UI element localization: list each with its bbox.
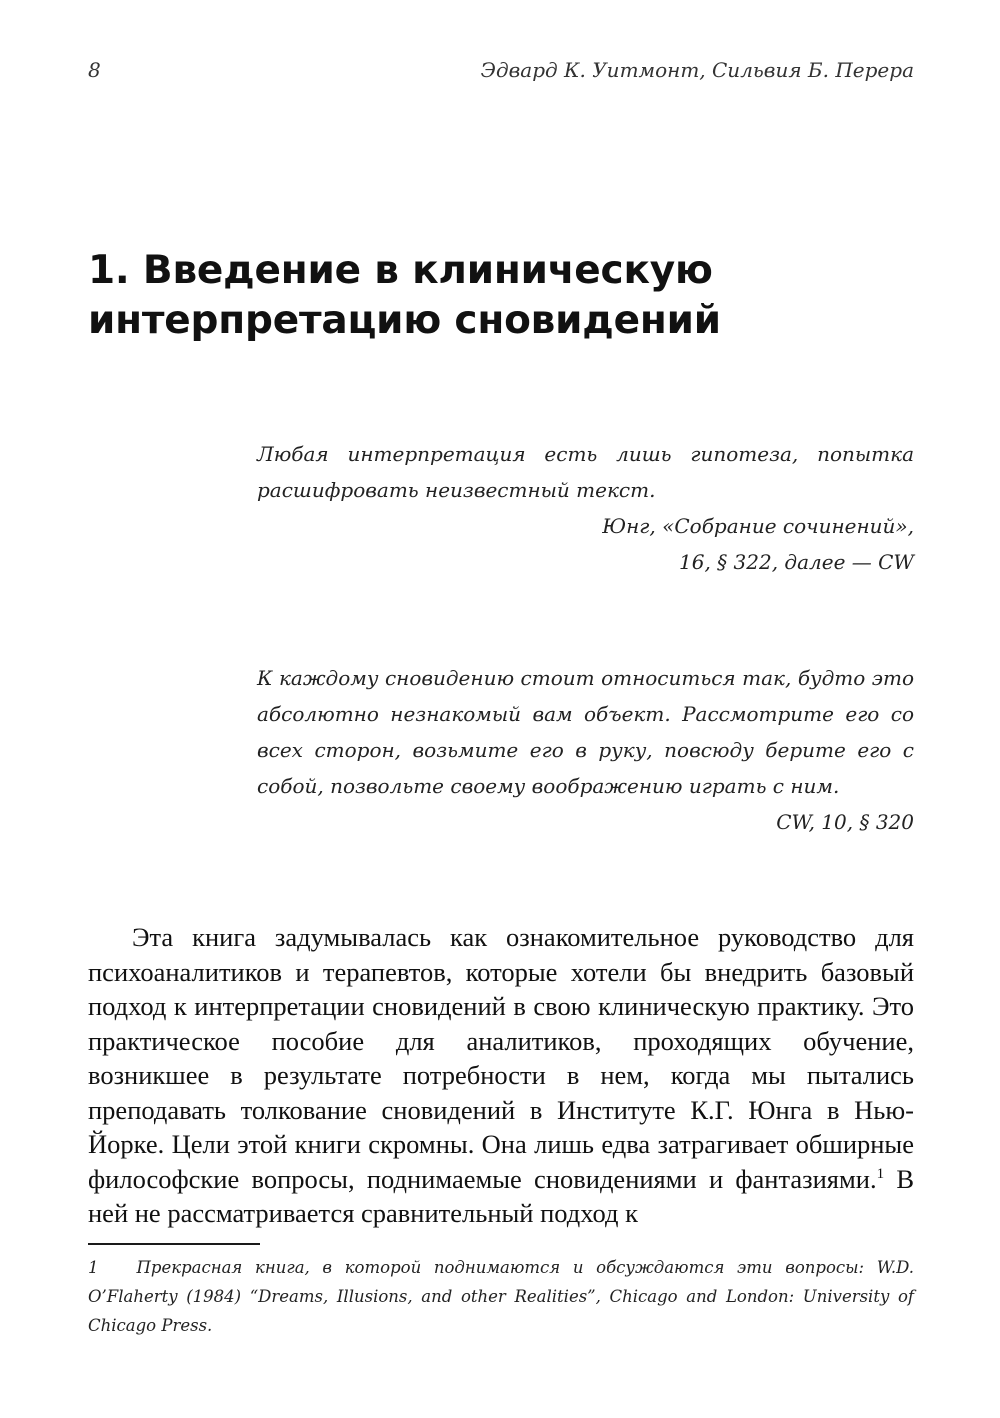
epigraph-2-source — [257, 804, 914, 840]
running-head — [88, 58, 914, 90]
epigraph-1-source-line-2: 16, § 322, далее — CW — [679, 550, 914, 574]
footnote — [88, 1253, 914, 1340]
running-title: Эдвард К. Уитмонт, Сильвия Б. Перера — [480, 58, 914, 82]
epigraph-2-source-line-1: CW, 10, § 320 — [776, 810, 914, 834]
body-paragraph-continuation: В ней не рассматривается сравнительный подход к — [88, 1163, 914, 1228]
chapter-title — [88, 246, 918, 346]
epigraph-2 — [257, 660, 914, 840]
footnote-text: Прекрасная книга, в которой поднимаются и обсуждаются эти вопросы: W.D. O’Flaherty (1984) “Dreams, Illusions, and other Realities”, Chicago and London: University of Chicago Press. — [88, 1258, 914, 1335]
body-paragraph-text: Эта книга задумывалась как ознакомительное руководство для психоаналитиков и терапевтов, которые хотели бы внедрить базовый подход к интерпретации сновидений в свою клиническую практику. Это практическое пособие для аналитиков, проходящих обучение, возникшее в результате потребности в нем, когда мы пытались преподавать толкование сновидений в Институте К.Г. Юнга в Нью-Йорке. Цели этой книги скромны. Она лишь едва затрагивает обширные философские вопросы, поднимаемые сновидениями и фантазиями. — [88, 922, 914, 1194]
epigraph-1 — [257, 436, 914, 580]
epigraph-1-text: Любая интерпретация есть лишь гипотеза, попытка расшифровать неизвестный текст. — [257, 442, 914, 502]
footnote-divider — [88, 1243, 260, 1245]
chapter-title-line-1: 1. Введение в клиническую — [88, 248, 713, 293]
footnote-reference[interactable]: 1 — [876, 1165, 885, 1182]
epigraph-1-source-line-1: Юнг, «Собрание сочинений», — [602, 514, 914, 538]
epigraph-2-text: К каждому сновидению стоит относиться так, будто это абсолютно незнакомый вам объект. Рассмотрите его со всех сторон, возьмите его в руку, повсюду берите его с собой, позвольте своему воображению играть с ним. — [257, 666, 914, 798]
epigraph-1-source — [257, 508, 914, 580]
page-number: 8 — [88, 58, 101, 82]
footnote-number: 1 — [88, 1258, 99, 1277]
body-paragraph — [88, 920, 914, 1231]
chapter-title-line-2: интерпретацию сновидений — [88, 298, 721, 343]
